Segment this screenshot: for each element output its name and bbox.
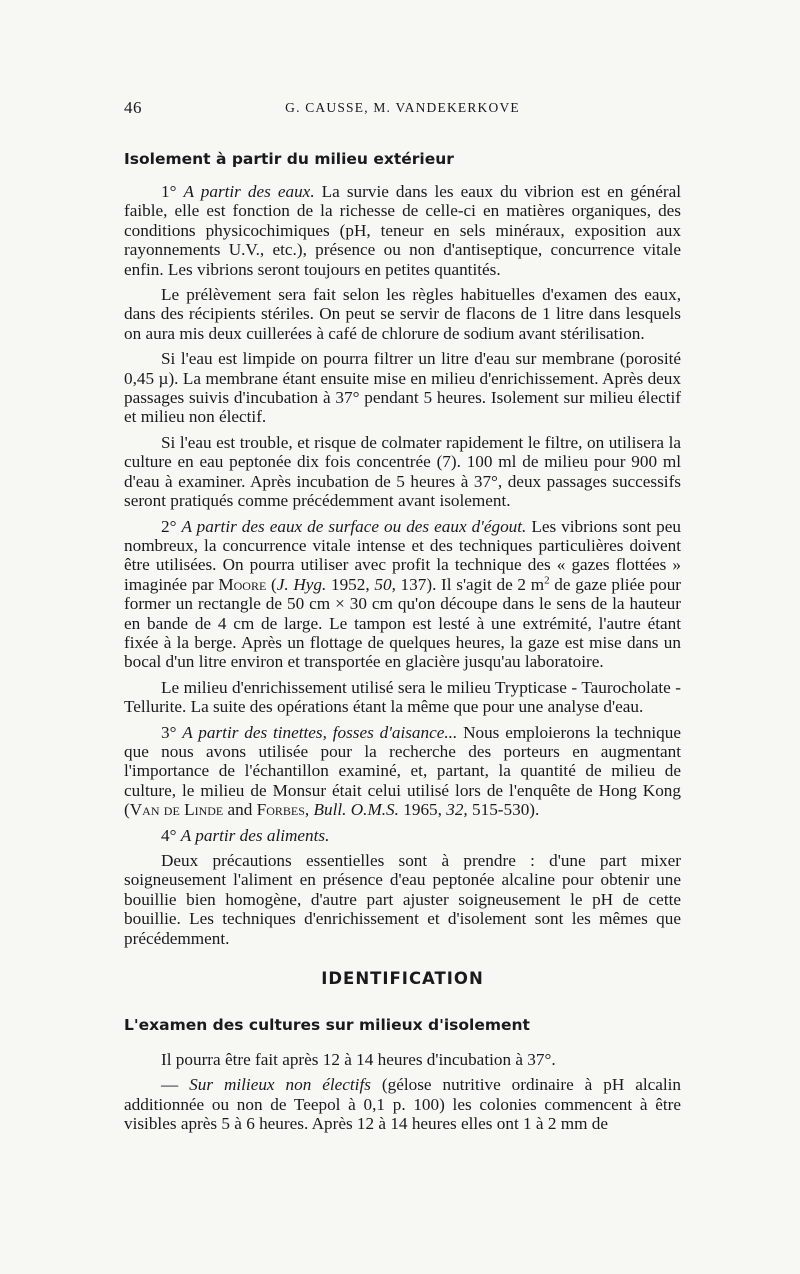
paragraph-title: A partir des tinettes, fosses d'aisance... <box>182 722 458 742</box>
paragraph-title: A partir des eaux de surface ou des eaux d'égout. <box>181 516 527 536</box>
citation-volume: 50, <box>374 574 396 594</box>
paragraph-title: Sur milieux non électifs <box>189 1075 371 1095</box>
author-name: Forbes <box>256 800 305 820</box>
paragraph-title: A partir des eaux. <box>183 182 315 201</box>
list-number: 3° <box>161 722 183 742</box>
paragraph-text: 515-530). <box>467 800 540 820</box>
list-number: 2° <box>161 516 182 536</box>
section-title-identification: IDENTIFICATION <box>321 969 484 989</box>
page-number: 46 <box>124 98 142 117</box>
paragraph-text: (gélose nutritive ordinaire à pH alcalin additionnée ou non de Teepol à 0,1 p. 100) les colonies commencent à être visibles après 5 à 6 heures. Après 12 à 14 heures elles ont 1 à 2 mm de <box>124 1075 681 1134</box>
paragraph-title: A partir des aliments. <box>180 825 330 845</box>
author-name: Moore <box>218 574 267 594</box>
paragraph-precautions: Deux précautions essentielles sont à prendre : d'une part mixer soigneusement l'aliment en présence d'eau peptonée alcaline pour obtenir une bouillie bien homogène, d'autre part ajuster soigneusement le pH de cette bouillie. Les techniques d'enrichissement et d'isolement sont les mêmes que précédemment. <box>124 851 681 948</box>
paragraph-limpide: Si l'eau est limpide on pourra filtrer un litre d'eau sur membrane (porosité 0,45 µ). La membrane étant ensuite mise en milieu d'enrichissement. Après deux passages suivis d'incubation à 37° pendant 5 heures. Isolement sur milieu électif et milieu non électif. <box>124 349 681 427</box>
paragraph-aliments-title <box>124 826 681 845</box>
paragraph-text: , <box>304 800 314 820</box>
paragraph-text: de gaze pliée pour former un rectangle de 50 cm × 30 cm qu'on découpe dans le sens de la hauteur en bande de 4 cm de large. Le tampon est lesté à une extrémité, l'autre étant fixée à la berge. Après un flottage de quelques heures, la gaze est mise dans un bocal d'un litre environ et transportée en glacière jusqu'au laboratoire. <box>124 574 682 672</box>
section-heading-isolement: Isolement à partir du milieu extérieur <box>124 150 454 168</box>
page-header <box>124 98 681 122</box>
paragraph-text: La survie dans les eaux du vibrion est en général faible, elle est fonction de la richesse de celle-ci en matières organiques, des conditions physicochimiques (pH, teneur en sels minéraux, exposition aux rayonnements U.V., etc.), présence ou non d'antiseptique, concurrence vitale enfin. Les vibrions seront toujours en petites quantités. <box>124 182 681 279</box>
paragraph-tinettes <box>124 723 681 820</box>
paragraph-text: Nous emploierons la technique que nous avons utilisée pour la recherche des porteurs en augmentant l'importance de l'échantillon examiné, et, partant, la quantité de milieu de culture, le milieu de Monsur était celui utilisé lors de l'enquête de Hong Kong ( <box>124 722 682 820</box>
running-head: G. CAUSSE, M. VANDEKERKOVE <box>285 100 520 115</box>
paragraph-prelevement: Le prélèvement sera fait selon les règles habituelles d'examen des eaux, dans des récipients stériles. On peut se servir de flacons de 1 litre dans lesquels on aura mis deux cuillerées à café de chlorure de sodium avant stérilisation. <box>124 285 681 343</box>
list-number: 4° <box>161 825 181 845</box>
citation-year: 1965, <box>398 800 447 820</box>
list-number: 1° <box>161 182 184 201</box>
dash: — <box>161 1075 190 1095</box>
section-heading-examen: L'examen des cultures sur milieux d'isolement <box>124 1016 530 1035</box>
paragraph-surface <box>124 517 681 672</box>
author-name: Van de Linde <box>129 800 224 820</box>
paragraph-text: Les vibrions sont peu nombreux, la concurrence vitale intense et des techniques particulières doivent être utilisées. On pourra utiliser avec profit la technique des « gazes flottées » imaginée par <box>124 516 682 594</box>
superscript: 2 <box>544 573 550 586</box>
paragraph-text: ( <box>266 574 277 594</box>
paragraph-trouble: Si l'eau est trouble, et risque de colmater rapidement le filtre, on utilisera la culture en eau peptonée dix fois concentrée (7). 100 ml de milieu pour 900 ml d'eau à examiner. Après incubation de 5 heures à 37°, deux passages successifs seront pratiqués comme précédemment avant isolement. <box>124 432 681 511</box>
paragraph-incubation: Il pourra être fait après 12 à 14 heures d'incubation à 37°. <box>161 1050 556 1070</box>
article-body <box>124 148 681 1140</box>
paragraph-eaux <box>124 182 681 279</box>
paragraph-non-electifs <box>124 1075 681 1133</box>
citation-volume: 32, <box>446 800 468 820</box>
paragraph-text: 137). Il s'agit de 2 m <box>395 574 545 594</box>
paragraph-milieu-enrichissement: Le milieu d'enrichissement utilisé sera le milieu Trypticase - Taurocholate - Tellurite. La suite des opérations étant la même que pour une analyse d'eau. <box>124 677 681 717</box>
journal-name: Bull. O.M.S. <box>313 800 399 820</box>
journal-name: J. Hyg. <box>276 574 327 594</box>
citation-year: 1952, <box>326 574 375 594</box>
paragraph-text: and <box>223 800 257 820</box>
